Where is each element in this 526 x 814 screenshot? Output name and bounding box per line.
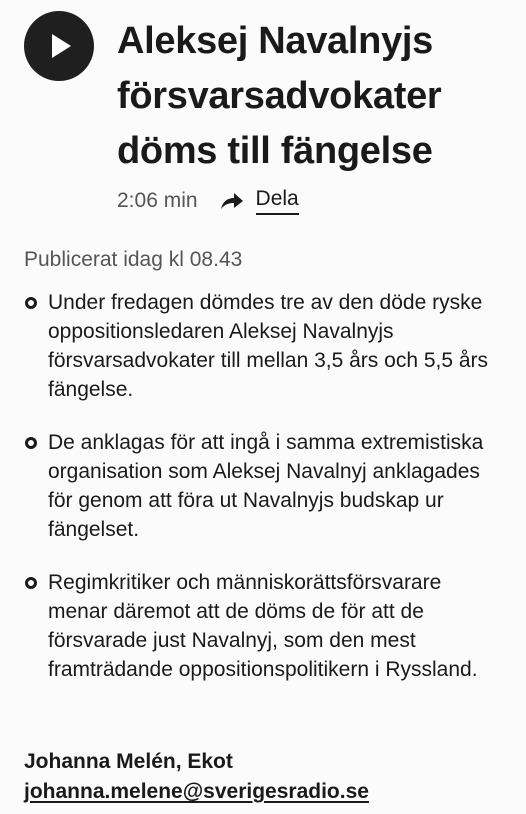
hollow-circle-icon bbox=[25, 437, 37, 449]
summary-text: Under fredagen dömdes tre av den döde ryske oppositionsledaren Aleksej Navalnyjs försvarsadvokater till mellan 3,5 års och 5,5 års fängelse. bbox=[48, 291, 489, 401]
hollow-circle-icon bbox=[25, 577, 37, 589]
author-email-link[interactable]: johanna.melene@sverigesradio.se bbox=[24, 780, 369, 803]
article-meta bbox=[117, 186, 299, 216]
author-byline: Johanna Melén, Ekot bbox=[24, 750, 233, 773]
summary-item bbox=[24, 568, 494, 684]
article-title: Aleksej Navalnyjs försvarsadvokater döms till fängelse bbox=[117, 20, 442, 172]
play-icon bbox=[50, 33, 72, 59]
play-button[interactable] bbox=[24, 11, 94, 81]
share-button[interactable] bbox=[220, 187, 299, 215]
summary-item bbox=[24, 428, 494, 544]
share-label: Dela bbox=[256, 187, 299, 215]
summary-list bbox=[24, 288, 494, 708]
audio-duration: 2:06 min bbox=[117, 189, 198, 212]
hollow-circle-icon bbox=[25, 297, 37, 309]
summary-text: Regimkritiker och människorättsförsvarare menar däremot att de döms de för att de försvarade just Navalnyj, som den mest framträdande oppositionspolitikern i Ryssland. bbox=[48, 571, 478, 681]
summary-text: De anklagas för att ingå i samma extremistiska organisation som Aleksej Navalnyj anklagades för genom att föra ut Navalnyjs budskap ur fängelset. bbox=[48, 431, 484, 541]
summary-item bbox=[24, 288, 494, 404]
share-arrow-icon bbox=[220, 192, 244, 210]
published-timestamp: Publicerat idag kl 08.43 bbox=[24, 248, 243, 271]
